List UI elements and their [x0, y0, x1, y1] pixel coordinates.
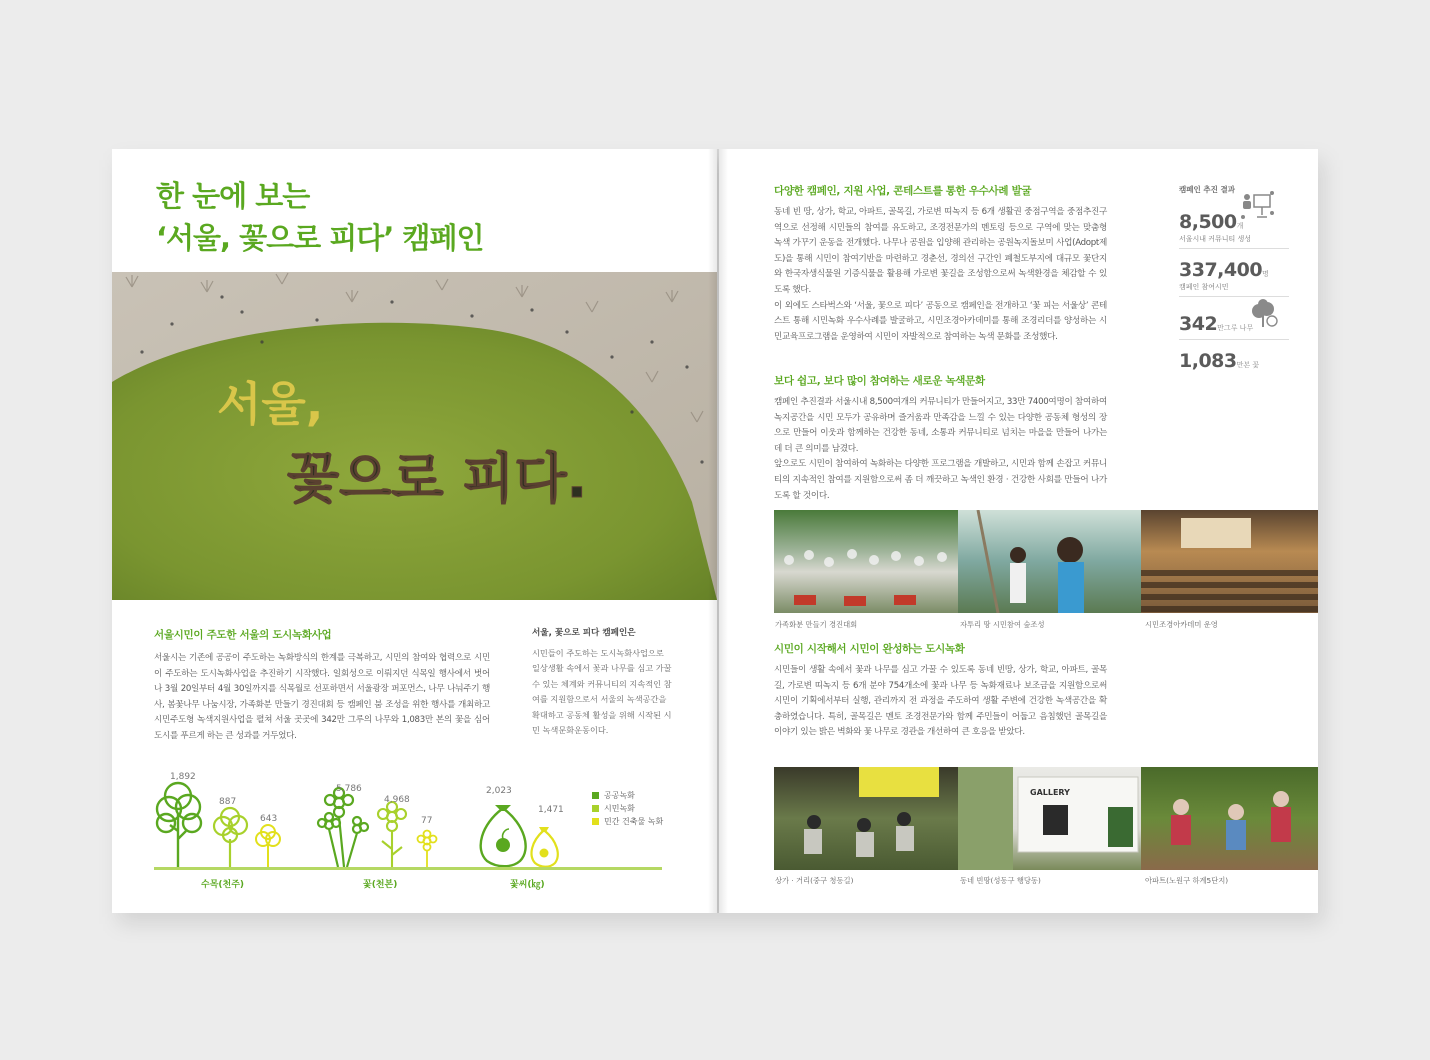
campaign-note-body: 시민들이 주도하는 도시녹화사업으로 일상생활 속에서 꽃과 나무를 심고 가꿀 수 있는 체계와 커뮤니티의 지속적인 참여를 지원함으로서 서울의 녹색공간을 확대하고 공동체 활성을 위해 시작된 시민 녹색문화운동이다.: [532, 648, 672, 736]
photo-caption: 아파트(노원구 하계5단지): [1145, 876, 1229, 885]
value-label: 2,023: [486, 786, 512, 796]
seedbag-citizen-icon: [532, 827, 558, 867]
tree-citizen-icon: [214, 808, 247, 867]
stat-flowers: [1179, 350, 1289, 372]
value-label: 4,968: [384, 795, 410, 805]
seedbag-public-icon: [481, 805, 526, 866]
green-culture-body-1: 캠페인 추진결과 서울시내 8,500여개의 커뮤니티가 만들어지고, 33만 7400여명이 참여하여 녹지공간을 시민 모두가 공유하며 즐거움과 만족감을 느낄 수 있는 다양한 공동체 형성의 장으로 만들어 이웃과 함께하는 건강한 동네, 소통과 커뮤니티로 넘치는 마을을 만들어 나가는데 더 큰 의미를 남겼다.: [774, 397, 1107, 454]
best-practice-section: [774, 183, 1107, 345]
best-practice-body-2: 이 외에도 스타벅스와 ‘서울, 꽃으로 피다’ 공동으로 캠페인을 전개하고 ‘꽃 피는 서울상’ 콘테스트 통해 시민녹화 우수사례를 발굴하고, 시민조경아카데미를 통해 조경리더를 양성하는 시민교육프로그램을 운영하여 시민이 자발적으로 참여하는 녹색 문화를 조성했다.: [774, 300, 1107, 342]
green-culture-title: 보다 쉽고, 보다 많이 참여하는 새로운 녹색문화: [774, 375, 985, 387]
stat-number: 342: [1179, 313, 1218, 335]
title-line-2: ‘서울, 꽃으로 피다’ 캠페인: [156, 221, 484, 255]
flower-citizen-icon: [378, 802, 406, 867]
green-culture-body-2: 앞으로도 시민이 참여하여 녹화하는 다양한 프로그램을 개발하고, 시민과 함께 손잡고 커뮤니티의 지속적인 참여를 지원함으로써 좀 더 깨끗하고 녹색인 환경 · 건강한 사회를 만들어 나가도록 할 것이다.: [774, 459, 1107, 501]
brochure-spread: [112, 149, 1318, 913]
stat-description: 캠페인 참여시민: [1179, 283, 1229, 291]
photo-vacant-land: [958, 767, 1141, 870]
photo-caption: 가족화분 만들기 경진대회: [775, 620, 858, 629]
tree-public-icon: [157, 783, 201, 867]
stat-unit: 명: [1262, 270, 1269, 278]
legend-item: [592, 802, 663, 815]
volunteer-image: [958, 510, 1141, 613]
photo-family-pot-contest: [774, 510, 958, 613]
hero-photo: [112, 272, 717, 600]
intro-section-title: 서울시민이 주도한 서울의 도시녹화사업: [154, 629, 332, 641]
right-page: [719, 149, 1318, 913]
apartment-garden-image: [1141, 767, 1318, 870]
category-label-trees: 수목(천주): [201, 880, 245, 890]
citizen-greening-title: 시민이 시작해서 시민이 완성하는 도시녹화: [774, 643, 965, 655]
photo-caption: 동네 빈땅(성동구 행당동): [960, 876, 1041, 885]
tree-icon: [1249, 299, 1279, 331]
value-label: 643: [260, 814, 278, 824]
citizen-greening-section: [774, 641, 1107, 741]
ground-line: [154, 867, 662, 870]
category-label-seeds: 꽃씨(㎏): [510, 880, 545, 890]
stat-unit: 만본 꽃: [1236, 361, 1260, 369]
green-culture-section: [774, 373, 1107, 504]
stat-description: 서울시내 커뮤니티 생성: [1179, 235, 1252, 243]
stat-number: 337,400: [1179, 259, 1263, 281]
stat-number: 8,500: [1179, 211, 1237, 233]
intro-section: [154, 627, 490, 745]
community-icon: [1239, 189, 1275, 221]
photo-vacant-lot-forest: [958, 510, 1141, 613]
legend-label: 민간 건축물 녹화: [604, 817, 664, 826]
photo-apartment: [1141, 767, 1318, 870]
legend-item: [592, 815, 663, 828]
legend-swatch: [592, 818, 599, 825]
stat-communities: [1179, 211, 1289, 249]
value-label: 887: [219, 797, 237, 807]
street-garden-image: [774, 767, 958, 870]
value-label: 5,786: [336, 784, 362, 794]
stat-participants: [1179, 259, 1289, 297]
campaign-results: [1179, 184, 1289, 372]
chart-legend: [592, 789, 663, 828]
photo-shopping-street: [774, 767, 958, 870]
campaign-note: [532, 626, 672, 738]
legend-label: 공공녹화: [604, 791, 635, 800]
legend-swatch: [592, 805, 599, 812]
title-line-1: 한 눈에 보는: [156, 179, 310, 213]
stat-trees: [1179, 313, 1289, 340]
value-label: 1,892: [170, 772, 196, 782]
category-label-flowers: 꽃(천본): [363, 880, 398, 890]
stat-unit: 만그루 나무: [1217, 324, 1254, 332]
plaza-aerial-image: [112, 272, 717, 600]
hero-text-2: 꽃으로 피다.: [287, 447, 588, 510]
gallery-building-image: [958, 767, 1141, 870]
photo-strip-2: [774, 767, 1318, 870]
campaign-note-title: 서울, 꽃으로 피다 캠페인은: [532, 628, 636, 638]
best-practice-body-1: 동네 빈 땅, 상가, 학교, 아파트, 골목길, 가로변 띠녹지 등 6개 생활권 중점구역을 중점추진구역으로 선정해 시민들의 참여를 유도하고, 조경전문가의 멘토링 등으로 구역에 맞는 맞춤형 녹색 가꾸기 운동을 전개했다. 나무나 공원을 입양해 관리하는 공원녹지돌보미 사업(Adopt제도)을 통해 시민이 참여기반을 마련하고 경춘선, 경의선 구간인 폐철도부지에 대규모 꽃단지와 한국자생식물원 기증식물을 활용해 가로변 꽃길을 조성함으로써 녹색환경을 체감할 수 있도록 했다.: [774, 207, 1107, 295]
flower-private-icon: [418, 831, 437, 868]
stat-unit: 개: [1236, 222, 1244, 230]
legend-label: 시민녹화: [604, 804, 635, 813]
stat-number: 1,083: [1179, 350, 1237, 372]
value-label: 1,471: [538, 805, 564, 815]
citizen-greening-body: 시민들이 생활 속에서 꽃과 나무를 심고 가꿀 수 있도록 동네 빈땅, 상가, 학교, 아파트, 골목길, 가로변 띠녹지 등 6개 분야 754개소에 꽃과 나무 등 녹화재료나 보조금을 지원함으로써 시민이 기획에서부터 실행, 관리까지 전 과정을 주도하여 생활 주변에 건강한 녹색공간을 확충하였습니다. 특히, 골목길은 멘토 조경전문가와 함께 주민들이 어둡고 음침했던 골목길을 이야기 있는 밝은 벽화와 꽃 나무로 경관을 개선하여 큰 호응을 받았다.: [774, 665, 1107, 738]
legend-swatch: [592, 792, 599, 799]
auditorium-image: [1141, 510, 1318, 613]
photo-caption: 자투리 땅 시민참여 숲조성: [960, 620, 1045, 629]
photo-caption: 시민조경아카데미 운영: [1145, 620, 1218, 629]
page-title: [156, 175, 483, 259]
crowd-image: [774, 510, 958, 613]
tree-private-icon: [256, 825, 280, 867]
photo-landscape-academy: [1141, 510, 1318, 613]
intro-section-body: 서울시는 기존에 공공이 주도하는 녹화방식의 한계를 극복하고, 시민의 참여와 협력으로 시민이 주도하는 도시녹화사업을 추진하기 시작했다. 일회성으로 이뤄지던 식목일 행사에서 벗어나 3월 20일부터 4월 30일까지를 식목월로 선포하면서 서울광장 퍼포먼스, 나무 나눠주기 행사, 봄꽃나무 나눔시장, 가족화분 만들기 경진대회 등 캠페인 붐 조성을 위한 행사를 개최하고 시민주도형 녹색지원사업을 펼쳐 서울 곳곳에 342만 그루의 나무와 1,083만 본의 꽃을 심어 도시를 푸르게 하는 큰 성과를 거두었다.: [154, 653, 490, 741]
flowers-group: [318, 788, 437, 867]
photo-caption: 상가 · 거리(중구 청동길): [775, 876, 854, 885]
trees-group: [157, 783, 280, 867]
hero-text-1: 서울,: [217, 377, 324, 431]
left-page: [112, 149, 717, 913]
greening-infographic: [152, 769, 672, 894]
legend-item: [592, 789, 663, 802]
flower-public-icon: [318, 788, 368, 867]
photo-strip-1: [774, 510, 1318, 613]
page-gutter: [708, 149, 728, 913]
best-practice-title: 다양한 캠페인, 지원 사업, 콘테스트를 통한 우수사례 발굴: [774, 185, 1032, 197]
value-label: 77: [421, 816, 433, 826]
campaign-results-title: 캠페인 추진 결과: [1179, 185, 1235, 194]
gallery-sign: GALLERY: [1030, 788, 1070, 797]
